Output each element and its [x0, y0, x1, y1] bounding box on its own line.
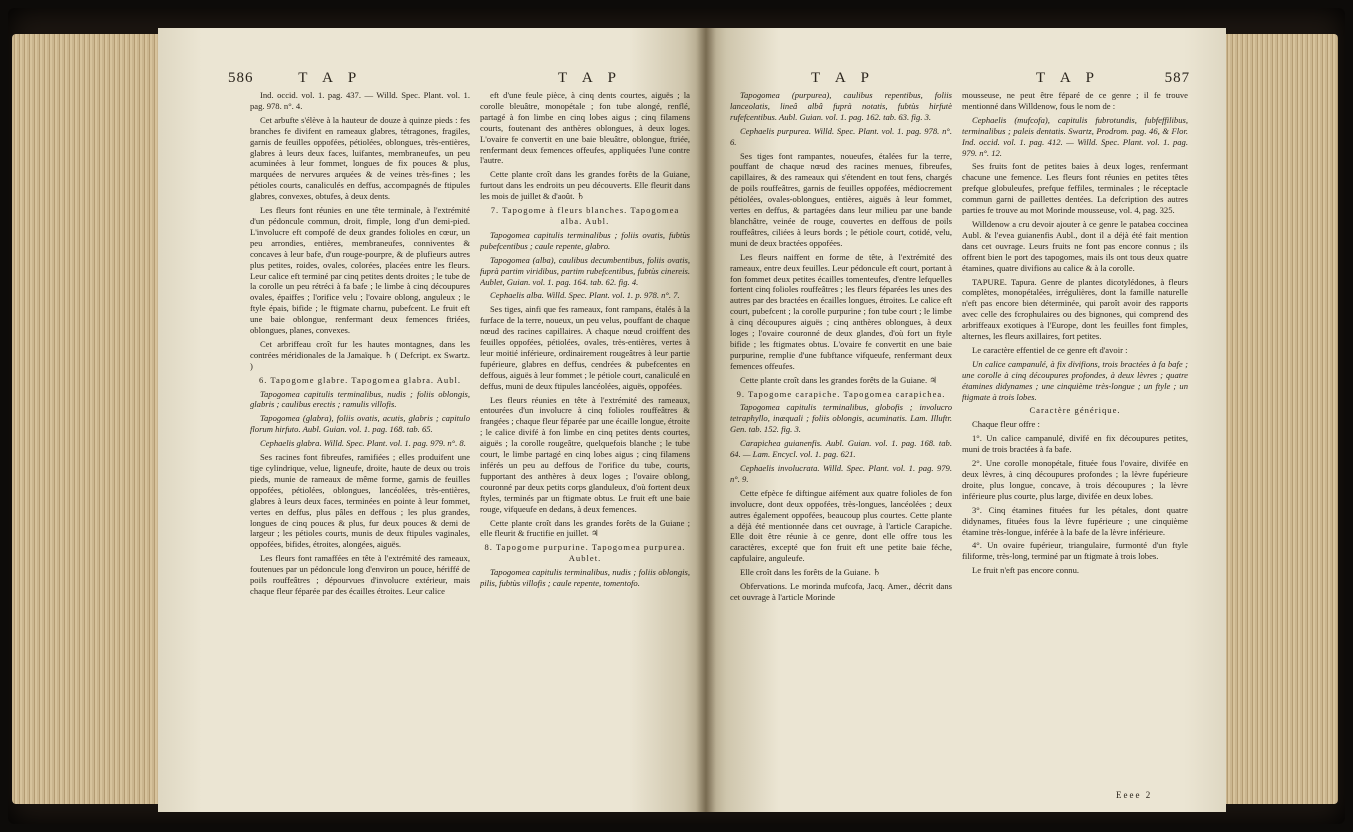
paragraph: Tapogomea (glabra), foliis ovatis, acutis, glabris ; capitulo florum hirfuto. Aubl. Guian. vol. 1. pag. 168. tab. 65.	[250, 413, 470, 435]
paragraph: Carapichea guianenfis. Aubl. Guian. vol. 1. pag. 168. tab. 64. — Lam. Encycl. vol. 1. pag. 621.	[730, 438, 952, 460]
paragraph: TAPURE. Tapura. Genre de plantes dicotylédones, à fleurs complètes, monopétalées, irrégulières, dont la famille naturelle n'eft pas encore bien déterminée, qui paroît avoir des rapports avec celle des fcrophulaires ou des bignones, qui comprend des arbriffeaux exotiques à l'Europe, dont les feuilles font fimples, alternes, les fleurs axillaires, fort petites.	[962, 276, 1188, 342]
paragraph: Willdenow a cru devoir ajouter à ce genre le patabea coccinea Aubl. & l'evea guianenfis Aubl., dont il a déjà été fait mention dans cet ouvrage. Leurs fruits ne font pas encore connus ; ils offrent bien le port des tapogomes, mais ils ont tous deux quatre étamines, quatre divifions au calice & à la corolle.	[962, 218, 1188, 273]
paragraph: Ind. occid. vol. 1. pag. 437. — Willd. Spec. Plant. vol. 1. pag. 978. n°. 4.	[250, 90, 470, 111]
paragraph: Les fleurs font ramaffées en tête à l'extrémité des rameaux, foutenues par un pédoncule long d'environ un pouce, hériffé de poils rouffeâtres ; dépourvues d'involucre extérieur, mais chaque fleur féparée par des écailles étroites. Leur calice	[250, 553, 470, 596]
paragraph: Tapogomea (alba), caulibus decumbentibus, foliis ovatis, fuprà partim viridibus, partim rubefcentibus, fubtùs cinereis. Aublet, Guian. vol. 1. pag. 164. tab. 62. fig. 4.	[480, 254, 690, 287]
paragraph: Un calice campanulé, à fix divifions, trois bractées à fa bafe ; une corolle à cinq découpures profondes, à deux lèvres ; quatre étamines didynames ; une cinquième très-longue ; un ftyle ; un ftigmate à trois lobes.	[962, 358, 1188, 402]
paragraph: Chaque fleur offre :	[972, 419, 1040, 430]
running-head-left-col2: T A P	[558, 70, 622, 86]
running-head-right-col1: T A P	[811, 70, 875, 86]
right-page	[706, 28, 1226, 812]
left-page	[158, 28, 706, 812]
running-head-left-col1: T A P	[298, 70, 363, 86]
paragraph: mousseuse, ne peut être féparé de ce genre ; il fe trouve mentionné dans Willdenow, fous le nom de :	[962, 90, 1188, 111]
page-number-right: 587	[1164, 70, 1191, 86]
paragraph: Cette plante croît dans les grandes forêts de la Guiane, furtout dans les endroits un peu découverts. Elle fleurit dans les mois de juillet & d'août. ♄	[480, 169, 690, 202]
paragraph: Cette plante croît dans les grandes forêts de la Guiane. ♃	[740, 374, 937, 385]
paragraph: Les fleurs réunies en tête à l'extrémité des rameaux, entourées d'un involucre à cinq folioles rouffeâtres & frangées ; chaque fleur féparée par une écaille longue, étroite ; le calice divifé à fon limbe en cinq petites dents courtes, aiguës ; la corolle rougeâtre, quelquefois blanche ; le tube court, le limbe partagé en cinq lobes aigus ; cinq filamens inférés un peu au deffous de l'orifice du tube, courts, fupportant des anthères à deux loges ; l'ovaire oblong, couronné par deux petits corps glanduleux, d'où fortent deux ftyles, terminés par un ftigmate obtus. Le fruit eft une baie rouge, vifqueufe en dedans, à deux femences.	[480, 394, 690, 514]
paragraph: Ses tiges font rampantes, noueufes, étalées fur la terre, pouffant de chaque nœud des racines menues, fibreufes, capillaires, & des rameaux qui s'étendent en tout fens, chargés de poils rouffeâtres, garnis de feuilles oppofées, médiocrement pétiolées, ovales-oblongues, entières, aiguës à leur fommet, vertes en deffus, & partagées dans leur milieu par une bande blanchâtre, veinée de rouge, couvertes en deffous de poils rouffeâtres, ciliées à leurs bords ; le pétiole court, cotidé, velu, muni de deux bractées oppofées.	[730, 150, 952, 248]
paragraph: Cephaelis purpurea. Willd. Spec. Plant. vol. 1. pag. 978. n°. 6.	[730, 125, 952, 147]
paragraph: Tapogomea capitulis terminalibus, nudis ; foliis oblongis, pilis, fubtùs villofis ; caule repente, tomentofo.	[480, 567, 690, 589]
paragraph: Tapogomea capitulis terminalibus, globofis ; involucro tetraphyllo, inæquali ; foliis oblongis, acuminatis. Lam. Illuftr. Gen. tab. 152. fig. 3.	[730, 402, 952, 435]
paragraph: Tapogomea (purpurea), caulibus repentibus, foliis lanceolatis, lineâ albâ fuprà notatis, fubtùs hirfutè rufefcentibus. Aubl. Guian. vol. 1. pag. 162. tab. 63. fig. 3.	[730, 90, 952, 122]
right-page-column-2	[962, 90, 1188, 790]
paragraph: Obfervations. Le morinda mufcofa, Jacq. Amer., décrit dans cet ouvrage à l'article Morinde	[730, 581, 952, 602]
paragraph: 3°. Cinq étamines fituées fur les pétales, dont quatre didynames, fituées fous la lèvre fupérieure ; une cinquième étamine très-longue, inférée à la bafe de la lèvre inférieure.	[962, 504, 1188, 537]
paragraph: Cette efpèce fe diftingue aifément aux quatre folioles de fon involucre, dont deux oppofées, très-longues, lancéolées ; deux autres également oppofées, beaucoup plus courtes. Cette plante a déjà été mentionnée dans cet ouvrage, à l'article Carapiche. Elle doit être réunie à ce genre, dont elle offre tous les caractères, excepté que fon fruit eft une petite baie féche, capfulaire, anguleufe.	[730, 487, 952, 564]
left-page-column-1	[250, 90, 470, 800]
paragraph: Tapogomea capitulis terminalibus, nudis ; foliis oblongis, glabris ; caulibus erectis ; ramulis villofis.	[250, 388, 470, 410]
section-heading: Caractère générique.	[1029, 405, 1121, 416]
species-heading: 9. Tapogome carapiche. Tapogomea carapichea.	[736, 388, 946, 399]
right-page-column-1	[730, 90, 952, 800]
book-gutter	[696, 28, 716, 812]
right-page-header-col1	[811, 70, 875, 87]
paragraph: Les fleurs font réunies en une tête terminale, à l'extrémité d'un pédoncule commun, droit, fimple, long d'un demi-pied. L'involucre eft compofé de deux grandes folioles en cœur, un peu arrondies, entières, membraneufes, conniventes & concaves à leur bafe, d'un rouge-pourpre, & de plufieurs autres plus petites, roides, ovales, colorées, placées entre les fleurs. Leur calice eft terminé par cinq petites dents droites ; le tube de la corolle un peu rétréci à fa bafe ; le limbe à cinq découpures ovales, épaiffes ; l'orifice velu ; l'ovaire oblong, anguleux ; le ftyle épais, bifide ; le ftigmate charnu, pubefcent. Le fruit eft une baie oblongue, renfermant deux femences ftriées, oblongues, planes, convexes.	[250, 205, 470, 336]
paragraph: 1°. Un calice campanulé, divifé en fix découpures petites, muni de trois bractées à fa bafe.	[962, 433, 1188, 455]
left-page-column-2	[480, 90, 690, 800]
running-head-right-col2: T A P	[1036, 70, 1100, 86]
signature-mark: Eeee 2	[1116, 790, 1153, 800]
left-page-header-col2	[558, 70, 622, 87]
paragraph: Ses racines font fibreufes, ramifiées ; elles produifent une tige cylindrique, velue, ligneufe, droite, haute de deux ou trois pieds, munie de rameaux de même forme, garnis de feuilles oppofées, pétiolées, oblongues, lancéolées, très-entières, glabres à leurs deux faces, terminées en pointe à leur fommet, vertes en deffus, plus pâles en deffous ; les plus grandes, longues de cinq pouces & plus, fur deux pouces & demi de largeur ; les pétioles courts, munis de deux ftipules vaginales, oppofées, bifides, étroites, alongées, aiguës.	[250, 452, 470, 550]
paragraph: Cephaelis alba. Willd. Spec. Plant. vol. 1. p. 978. n°. 7.	[490, 290, 680, 301]
species-heading: 7. Tapogome à fleurs blanches. Tapogomea alba. Aubl.	[490, 205, 680, 226]
paragraph: Ses tiges, ainfi que fes rameaux, font rampans, étalés à la furface de la terre, noueux, un peu velus, pouffant de chaque nœud des racines capillaires. A chaque nœud croiffent des feuilles oppofées, pétiolées, ovales, très-entières, vertes à leur moitié inférieure, ordinairement rougeâtres à leur partie fupérieure, glabres en deffus, cendrées & pubefcentes en deffous, aiguës à leur fommet ; le pétiole court, canaliculé en deffus, muni de deux ftipules lancéolées, aiguës, oppofées.	[480, 304, 690, 391]
species-heading: 6. Tapogome glabre. Tapogomea glabra. Aubl.	[258, 374, 462, 385]
paragraph: Elle croît dans les forêts de la Guiane. ♄	[740, 567, 881, 578]
right-page-edges	[1220, 34, 1338, 804]
paragraph: eft d'une feule pièce, à cinq dents courtes, aiguës ; la corolle bleuâtre, monopétale ; fon tube alongé, renflé, partagé à fon limbe en cinq lobes aigus ; cinq filamens courts, foutenant des anthères oblongues, à deux loges. L'ovaire fe convertit en une baie bleuâtre, oblongue, ftriée, renfermant deux femences offeufes, appliquées l'une contre l'autre.	[480, 90, 690, 166]
paragraph: Cephaelis involucrata. Willd. Spec. Plant. vol. 1. pag. 979. n°. 9.	[730, 463, 952, 484]
paragraph: Tapogomea capitulis terminalibus ; foliis ovatis, fubtùs pubefcentibus ; caule repente, glabro.	[480, 229, 690, 251]
left-page-edges	[12, 34, 162, 804]
paragraph: Le fruit n'eft pas encore connu.	[972, 565, 1080, 576]
paragraph: Cet arbriffeau croît fur les hautes montagnes, dans les contrées méridionales de la Jamaïque. ♄ ( Defcript. ex Swartz. )	[250, 338, 470, 371]
left-page-header	[228, 70, 362, 87]
paragraph: Cephaelis glabra. Willd. Spec. Plant. vol. 1. pag. 979. n°. 8.	[260, 438, 466, 449]
paragraph: Les fleurs naiffent en forme de tête, à l'extrémité des rameaux, entre deux feuilles. Leur pédoncule eft court, portant à fon fommet deux petites écailles tomenteufes, d'entre lefquelles fortent cinq folioles rouffeâtres ; les fleurs féparées les unes des autres par des bractées en écailles longues, étroites. Le calice eft court, pubefcent ; la corolle purpurine ; fon tube court ; le limbe à cinq découpures aiguës ; cinq anthères oblongues, à deux loges ; l'ovaire couronné de deux glandes, d'où fort un ftyle bifide ; les ftigmates obtus. L'ovaire fe convertit en une baie purpurine, remplie d'une fubftance vifqueufe, renfermant deux femences offeufes.	[730, 251, 952, 371]
species-heading: 8. Tapogome purpurine. Tapogomea purpurea. Aublet.	[484, 542, 686, 564]
page-number-left: 586	[228, 70, 254, 86]
paragraph: 2°. Une corolle monopétale, fituée fous l'ovaire, divifée en deux lèvres, à cinq découpures profondes ; la lèvre fupérieure droite, plus longue, concave, à trois découpures ; la lèvre inférieure plus courte, plus large, divifée en deux lobes.	[962, 458, 1188, 501]
paragraph: Cet arbufte s'élève à la hauteur de douze à quinze pieds : fes branches fe divifent en rameaux glabres, tétragones, fragiles, garnis de feuilles oppofées, pétiolées, oblongues, très-entières, glabres à leurs deux faces, luifantes, membraneufes, un peu acuminées à leur fommet, longues de fix pouces & plus, marquées de nervures arquées & de veines très-fines ; les pétioles courts, canaliculés en deffus, accompagnés de ftipules glabres, convexes, obtufes, à deux dents.	[250, 114, 470, 202]
paragraph: Cette plante croît dans les grandes forêts de la Guiane ; elle fleurit & fructifie en juillet. ♃	[480, 517, 690, 539]
paragraph: 4°. Un ovaire fupérieur, triangulaire, furmonté d'un ftyle filiforme, très-long, terminé par un ftigmate à trois lobes.	[962, 540, 1188, 562]
right-page-header	[1036, 70, 1190, 87]
paragraph: Ses fruits font de petites baies à deux loges, renfermant chacune une femence. Les fleurs font réunies en petites têtes prefque globuleufes, prefque feffiles, terminales ; le réceptacle commun garni de paillettes dentées. La defcription des autres parties fe trouve au mot Morinde mousseuse, vol. 4, pag. 325.	[962, 161, 1188, 216]
paragraph: Le caractère effentiel de ce genre eft d'avoir :	[972, 344, 1128, 355]
paragraph: Cephaelis (mufcofa), capitulis fubrotundis, fubfeffilibus, terminalibus ; paleis dentatis. Swartz, Prodrom. pag. 46, & Flor. Ind. occid. vol. 1. pag. 412. — Willd. Spec. Plant. vol. 1. pag. 979. n°. 12.	[962, 114, 1188, 158]
